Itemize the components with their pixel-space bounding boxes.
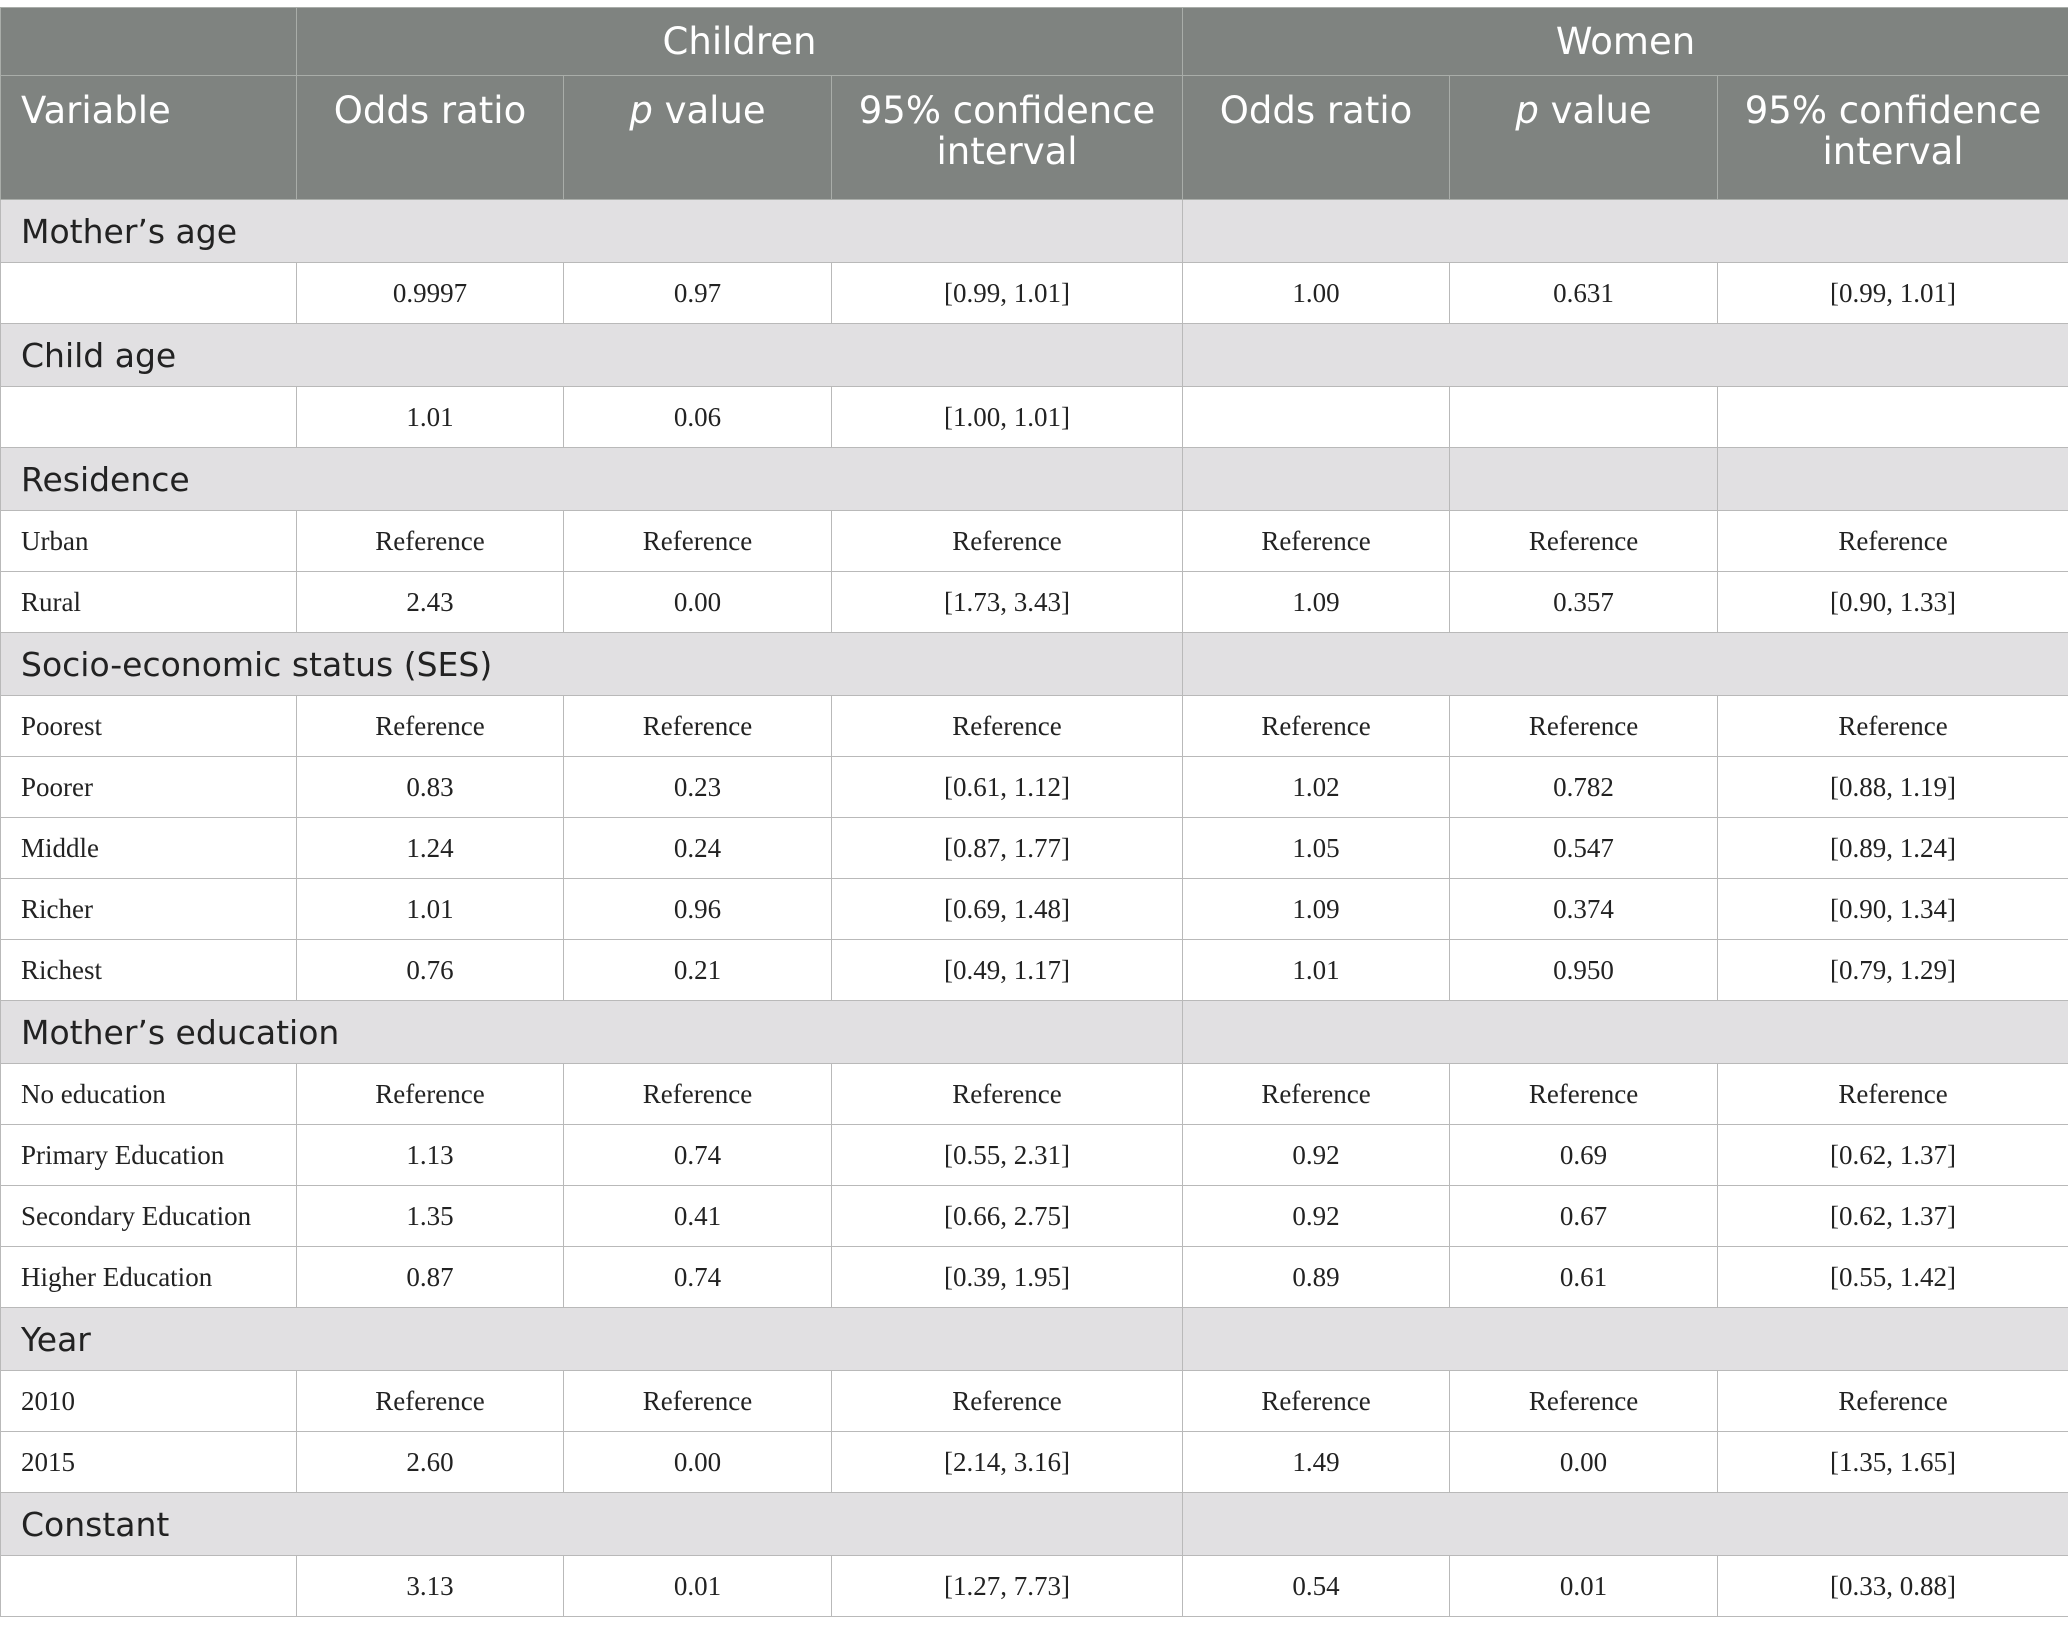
children-confidence-interval-cell: [1.27, 7.73] <box>832 1556 1183 1617</box>
children-p-value-cell: 0.96 <box>564 879 832 940</box>
women-p-value-cell: 0.69 <box>1450 1125 1718 1186</box>
women-confidence-interval-cell: [0.55, 1.42] <box>1718 1247 2068 1308</box>
table-row <box>1 1125 2068 1186</box>
women-odds-ratio-cell: 0.92 <box>1183 1125 1450 1186</box>
table-row <box>1 1432 2068 1493</box>
row-label: 2010 <box>1 1371 297 1432</box>
women-odds-ratio-cell: 1.49 <box>1183 1432 1450 1493</box>
children-confidence-interval-cell: [0.49, 1.17] <box>832 940 1183 1001</box>
children-odds-ratio-cell: Reference <box>297 696 564 757</box>
women-confidence-interval-cell: [0.89, 1.24] <box>1718 818 2068 879</box>
row-label <box>1 387 297 448</box>
women-odds-ratio-cell: 0.92 <box>1183 1186 1450 1247</box>
table-row <box>1 818 2068 879</box>
table-row <box>1 1371 2068 1432</box>
section-label: Socio-economic status (SES) <box>1 633 1183 696</box>
children-confidence-interval-cell: [2.14, 3.16] <box>832 1432 1183 1493</box>
ci-line-2: interval <box>936 130 1078 173</box>
women-odds-ratio-cell: Reference <box>1183 511 1450 572</box>
table-body <box>1 200 2068 1617</box>
women-p-value-cell: 0.67 <box>1450 1186 1718 1247</box>
column-header-women-odds-ratio: Odds ratio <box>1183 76 1450 200</box>
ci-line-2: interval <box>1822 130 1964 173</box>
children-confidence-interval-cell: [1.73, 3.43] <box>832 572 1183 633</box>
women-confidence-interval-cell: Reference <box>1718 696 2068 757</box>
section-label: Residence <box>1 448 1183 511</box>
section-row <box>1 200 2068 263</box>
women-p-value-cell: 0.950 <box>1450 940 1718 1001</box>
children-p-value-cell: Reference <box>564 1064 832 1125</box>
women-odds-ratio-cell: 0.54 <box>1183 1556 1450 1617</box>
column-header-row <box>1 76 2068 200</box>
row-label: Middle <box>1 818 297 879</box>
column-header-variable: Variable <box>1 76 297 200</box>
row-label: Poorer <box>1 757 297 818</box>
children-odds-ratio-cell: 1.01 <box>297 879 564 940</box>
column-header-children-odds-ratio: Odds ratio <box>297 76 564 200</box>
section-filler-cell <box>1718 448 2068 511</box>
section-label: Mother’s education <box>1 1001 1183 1064</box>
children-p-value-cell: Reference <box>564 696 832 757</box>
row-label: Richest <box>1 940 297 1001</box>
header-empty-cell <box>1 8 297 76</box>
women-confidence-interval-cell: [1.35, 1.65] <box>1718 1432 2068 1493</box>
women-odds-ratio-cell: 0.89 <box>1183 1247 1450 1308</box>
women-odds-ratio-cell: 1.05 <box>1183 818 1450 879</box>
table-row <box>1 511 2068 572</box>
section-label: Year <box>1 1308 1183 1371</box>
section-filler-cell <box>1183 1001 2068 1064</box>
women-p-value-cell: Reference <box>1450 511 1718 572</box>
section-row <box>1 1308 2068 1371</box>
section-label: Constant <box>1 1493 1183 1556</box>
children-confidence-interval-cell: [0.39, 1.95] <box>832 1247 1183 1308</box>
women-odds-ratio-cell: 1.01 <box>1183 940 1450 1001</box>
women-p-value-cell: Reference <box>1450 1064 1718 1125</box>
children-odds-ratio-cell: Reference <box>297 1064 564 1125</box>
children-odds-ratio-cell: 3.13 <box>297 1556 564 1617</box>
table-row <box>1 572 2068 633</box>
women-odds-ratio-cell <box>1183 387 1450 448</box>
row-label: Richer <box>1 879 297 940</box>
women-confidence-interval-cell: [0.90, 1.33] <box>1718 572 2068 633</box>
children-odds-ratio-cell: 0.87 <box>297 1247 564 1308</box>
table-row <box>1 696 2068 757</box>
women-odds-ratio-cell: 1.09 <box>1183 572 1450 633</box>
row-label: No education <box>1 1064 297 1125</box>
table-row <box>1 387 2068 448</box>
women-p-value-cell: 0.01 <box>1450 1556 1718 1617</box>
row-label <box>1 1556 297 1617</box>
children-p-value-cell: 0.97 <box>564 263 832 324</box>
group-header-children: Children <box>297 8 1183 76</box>
women-p-value-cell: 0.61 <box>1450 1247 1718 1308</box>
children-confidence-interval-cell: Reference <box>832 1371 1183 1432</box>
women-p-value-cell: 0.547 <box>1450 818 1718 879</box>
p-italic: p <box>629 89 653 132</box>
women-confidence-interval-cell: [0.79, 1.29] <box>1718 940 2068 1001</box>
children-confidence-interval-cell: [0.87, 1.77] <box>832 818 1183 879</box>
row-label: 2015 <box>1 1432 297 1493</box>
women-confidence-interval-cell: Reference <box>1718 1064 2068 1125</box>
women-p-value-cell: 0.782 <box>1450 757 1718 818</box>
children-odds-ratio-cell: 2.60 <box>297 1432 564 1493</box>
section-filler-cell <box>1183 448 1450 511</box>
women-confidence-interval-cell: [0.99, 1.01] <box>1718 263 2068 324</box>
row-label <box>1 263 297 324</box>
women-odds-ratio-cell: Reference <box>1183 1064 1450 1125</box>
children-p-value-cell: 0.00 <box>564 572 832 633</box>
section-row <box>1 1001 2068 1064</box>
children-p-value-cell: 0.01 <box>564 1556 832 1617</box>
children-confidence-interval-cell: Reference <box>832 1064 1183 1125</box>
women-confidence-interval-cell: [0.62, 1.37] <box>1718 1186 2068 1247</box>
children-p-value-cell: Reference <box>564 1371 832 1432</box>
group-header-women: Women <box>1183 8 2068 76</box>
table-row <box>1 1064 2068 1125</box>
children-p-value-cell: 0.23 <box>564 757 832 818</box>
children-odds-ratio-cell: 0.83 <box>297 757 564 818</box>
p-value-suffix: value <box>1538 89 1652 132</box>
children-confidence-interval-cell: [0.69, 1.48] <box>832 879 1183 940</box>
women-confidence-interval-cell: [0.88, 1.19] <box>1718 757 2068 818</box>
row-label: Rural <box>1 572 297 633</box>
women-confidence-interval-cell: Reference <box>1718 1371 2068 1432</box>
column-header-women-ci <box>1718 76 2068 200</box>
women-p-value-cell: Reference <box>1450 696 1718 757</box>
children-odds-ratio-cell: 1.35 <box>297 1186 564 1247</box>
table-row <box>1 263 2068 324</box>
results-table-container <box>0 7 2068 1617</box>
section-filler-cell <box>1183 1493 2068 1556</box>
table-row <box>1 879 2068 940</box>
table-row <box>1 1186 2068 1247</box>
table-row <box>1 940 2068 1001</box>
ci-line-1: 95% confidence <box>1744 89 2042 132</box>
women-odds-ratio-cell: 1.02 <box>1183 757 1450 818</box>
column-header-children-ci <box>832 76 1183 200</box>
p-italic: p <box>1515 89 1539 132</box>
section-filler-cell <box>1183 633 2068 696</box>
women-p-value-cell <box>1450 387 1718 448</box>
children-p-value-cell: 0.74 <box>564 1125 832 1186</box>
children-odds-ratio-cell: 0.76 <box>297 940 564 1001</box>
row-label: Poorest <box>1 696 297 757</box>
children-odds-ratio-cell: 2.43 <box>297 572 564 633</box>
section-filler-cell <box>1450 448 1718 511</box>
children-odds-ratio-cell: 1.13 <box>297 1125 564 1186</box>
children-p-value-cell: 0.00 <box>564 1432 832 1493</box>
women-odds-ratio-cell: Reference <box>1183 1371 1450 1432</box>
women-confidence-interval-cell <box>1718 387 2068 448</box>
section-filler-cell <box>1183 1308 2068 1371</box>
section-row <box>1 1493 2068 1556</box>
children-p-value-cell: 0.06 <box>564 387 832 448</box>
children-confidence-interval-cell: [0.61, 1.12] <box>832 757 1183 818</box>
row-label: Primary Education <box>1 1125 297 1186</box>
children-odds-ratio-cell: Reference <box>297 511 564 572</box>
children-p-value-cell: Reference <box>564 511 832 572</box>
group-header-row <box>1 8 2068 76</box>
row-label: Urban <box>1 511 297 572</box>
children-odds-ratio-cell: Reference <box>297 1371 564 1432</box>
women-odds-ratio-cell: 1.00 <box>1183 263 1450 324</box>
children-p-value-cell: 0.24 <box>564 818 832 879</box>
row-label: Secondary Education <box>1 1186 297 1247</box>
children-confidence-interval-cell: Reference <box>832 511 1183 572</box>
section-row <box>1 448 2068 511</box>
p-value-suffix: value <box>652 89 766 132</box>
section-row <box>1 633 2068 696</box>
women-p-value-cell: 0.631 <box>1450 263 1718 324</box>
ci-line-1: 95% confidence <box>858 89 1156 132</box>
women-confidence-interval-cell: [0.33, 0.88] <box>1718 1556 2068 1617</box>
children-odds-ratio-cell: 1.24 <box>297 818 564 879</box>
women-odds-ratio-cell: Reference <box>1183 696 1450 757</box>
table-row <box>1 1556 2068 1617</box>
children-odds-ratio-cell: 1.01 <box>297 387 564 448</box>
women-p-value-cell: Reference <box>1450 1371 1718 1432</box>
children-confidence-interval-cell: Reference <box>832 696 1183 757</box>
children-p-value-cell: 0.21 <box>564 940 832 1001</box>
column-header-children-p-value <box>564 76 832 200</box>
table-row <box>1 757 2068 818</box>
section-row <box>1 324 2068 387</box>
children-confidence-interval-cell: [1.00, 1.01] <box>832 387 1183 448</box>
section-filler-cell <box>1183 200 2068 263</box>
women-p-value-cell: 0.357 <box>1450 572 1718 633</box>
row-label: Higher Education <box>1 1247 297 1308</box>
table-row <box>1 1247 2068 1308</box>
odds-ratio-table <box>0 7 2068 1617</box>
women-confidence-interval-cell: [0.62, 1.37] <box>1718 1125 2068 1186</box>
children-p-value-cell: 0.74 <box>564 1247 832 1308</box>
section-filler-cell <box>1183 324 2068 387</box>
children-confidence-interval-cell: [0.66, 2.75] <box>832 1186 1183 1247</box>
section-label: Mother’s age <box>1 200 1183 263</box>
section-label: Child age <box>1 324 1183 387</box>
children-odds-ratio-cell: 0.9997 <box>297 263 564 324</box>
women-p-value-cell: 0.374 <box>1450 879 1718 940</box>
column-header-women-p-value <box>1450 76 1718 200</box>
children-confidence-interval-cell: [0.55, 2.31] <box>832 1125 1183 1186</box>
women-confidence-interval-cell: Reference <box>1718 511 2068 572</box>
women-confidence-interval-cell: [0.90, 1.34] <box>1718 879 2068 940</box>
children-p-value-cell: 0.41 <box>564 1186 832 1247</box>
women-p-value-cell: 0.00 <box>1450 1432 1718 1493</box>
table-header <box>1 8 2068 200</box>
children-confidence-interval-cell: [0.99, 1.01] <box>832 263 1183 324</box>
women-odds-ratio-cell: 1.09 <box>1183 879 1450 940</box>
